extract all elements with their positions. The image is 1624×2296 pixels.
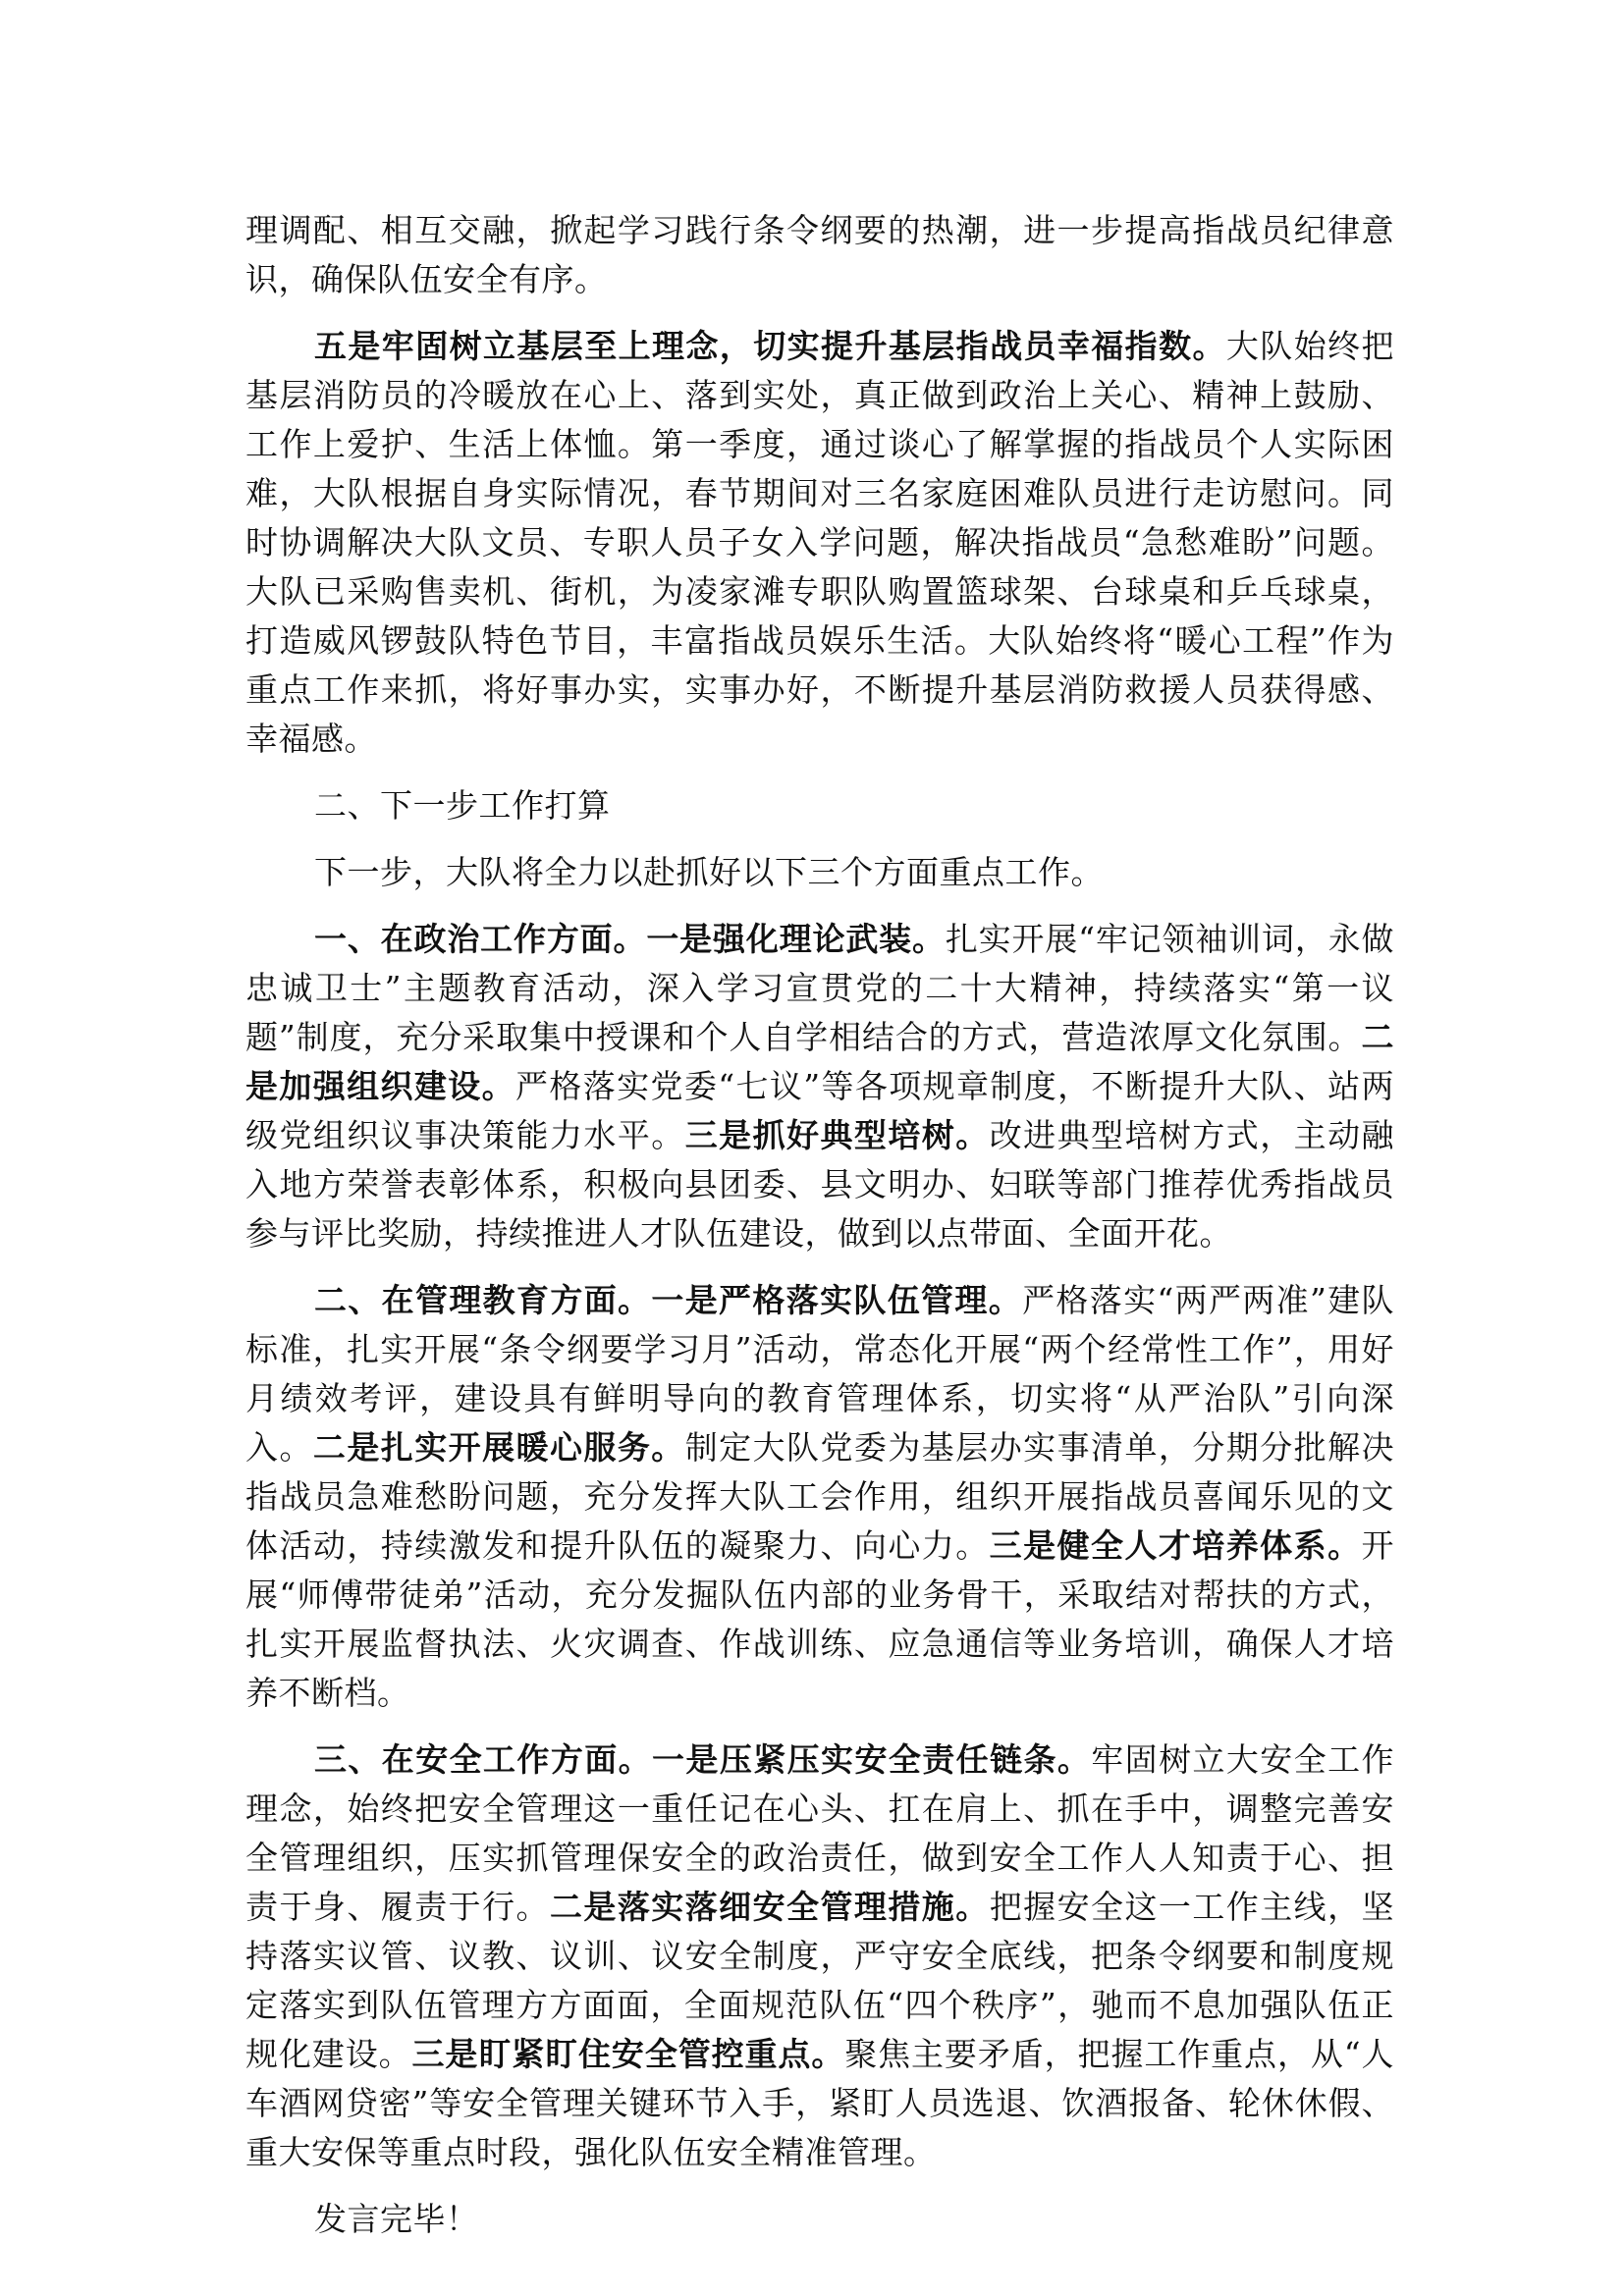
paragraph-text: 理调配、相互交融，掀起学习践行条令纲要的热潮，进一步提高指战员纪律意识，确保队伍安全有序。 [245, 211, 1394, 298]
paragraph-text: 制定大队党委为基层办实事清单，分期分批解决指战员急难愁盼问题，充分发挥大队工会作用，组织开展指战员喜闻乐见的文体活动，持续激发和提升队伍的凝聚力、向心力。 [245, 1428, 1395, 1565]
paragraph-bold-point: 三是抓好典型培树。 [684, 1116, 990, 1154]
closing-remark-text: 发言完毕！ [314, 2200, 479, 2238]
paragraph-bold-lead: 五是牢固树立基层至上理念，切实提升基层指战员幸福指数。 [314, 327, 1226, 365]
paragraph-intro [245, 848, 1394, 897]
paragraph-text: 牢固树立大安全工作理念，始终把安全管理这一重任记在心头、扛在肩上、抓在手中，调整完善安全管理组织，压实抓管理保安全的政治责任，做到安全工作人人知责于心、担责于身、履责于行。 [245, 1740, 1395, 1926]
paragraph-bold-lead: 三、在安全工作方面。一是压紧压实安全责任链条。 [314, 1740, 1092, 1779]
paragraph-text: 严格落实党委“七议”等各项规章制度，不断提升大队、站两级党组织议事决策能力水平。 [245, 1067, 1394, 1154]
section-heading-text: 二、下一步工作打算 [314, 786, 611, 825]
paragraph-bold-lead: 二、在管理教育方面。一是严格落实队伍管理。 [314, 1281, 1023, 1319]
paragraph-bold-point: 二是加强组织建设。 [245, 1018, 1394, 1105]
paragraph-bold-lead: 一、在政治工作方面。一是强化理论武装。 [314, 920, 946, 958]
paragraph-text: 聚焦主要矛盾，把握工作重点，从“人车酒网贷密”等安全管理关键环节入手，紧盯人员选退、饮酒报备、轮休休假、重大安保等重点时段，强化队伍安全精准管理。 [245, 2035, 1395, 2171]
paragraph-political-work [245, 915, 1394, 1258]
paragraph-1 [245, 206, 1394, 304]
paragraph-bold-point: 二是落实落细安全管理措施。 [549, 1888, 990, 1926]
paragraph-text: 改进典型培树方式，主动融入地方荣誉表彰体系，积极向县团委、县文明办、妇联等部门推荐优秀指战员参与评比奖励，持续推进人才队伍建设，做到以点带面、全面开花。 [245, 1116, 1395, 1253]
paragraph-bold-point: 二是扎实开展暖心服务。 [312, 1428, 685, 1467]
paragraph-text: 把握安全这一工作主线，坚持落实议管、议教、议训、议安全制度，严守安全底线，把条令纲要和制度规定落实到队伍管理方方面面，全面规范队伍“四个秩序”，驰而不息加强队伍正规化建设。 [245, 1888, 1395, 2073]
paragraph-text: 严格落实“两严两准”建队标准，扎实开展“条令纲要学习月”活动，常态化开展“两个经常性工作”，用好月绩效考评，建设具有鲜明导向的教育管理体系，切实将“从严治队”引向深入。 [245, 1281, 1394, 1467]
closing-remark [245, 2195, 1394, 2244]
paragraph-management-education [245, 1276, 1394, 1718]
paragraph-bold-point: 三是盯紧盯住安全管控重点。 [411, 2035, 845, 2073]
paragraph-2 [245, 322, 1394, 764]
paragraph-text: 扎实开展“牢记领袖训词，永做忠诚卫士”主题教育活动，深入学习宣贯党的二十大精神，持续落实“第一议题”制度，充分采取集中授课和个人自学相结合的方式，营造浓厚文化氛围。 [245, 920, 1394, 1056]
paragraph-text: 大队始终把基层消防员的冷暖放在心上、落到实处，真正做到政治上关心、精神上鼓励、工作上爱护、生活上体恤。第一季度，通过谈心了解掌握的指战员个人实际困难，大队根据自身实际情况，春节期间对三名家庭困难队员进行走访慰问。同时协调解决大队文员、专职人员子女入学问题，解决指战员“急愁难盼”问题。大队已采购售卖机、街机，为凌家滩专职队购置篮球架、台球桌和乒乓球桌，打造威风锣鼓队特色节目，丰富指战员娱乐生活。大队始终将“暖心工程”作为重点工作来抓，将好事办实，实事办好，不断提升基层消防救援人员获得感、幸福感。 [245, 327, 1395, 758]
document-page [245, 206, 1394, 2262]
paragraph-text: 下一步，大队将全力以赴抓好以下三个方面重点工作。 [314, 853, 1104, 891]
paragraph-text: 开展“师傅带徒弟”活动，充分发掘队伍内部的业务骨干，采取结对帮扶的方式，扎实开展监督执法、火灾调查、作战训练、应急通信等业务培训，确保人才培养不断档。 [245, 1526, 1395, 1712]
section-heading [245, 781, 1394, 830]
paragraph-bold-point: 三是健全人才培养体系。 [989, 1526, 1362, 1565]
paragraph-safety-work [245, 1735, 1394, 2177]
